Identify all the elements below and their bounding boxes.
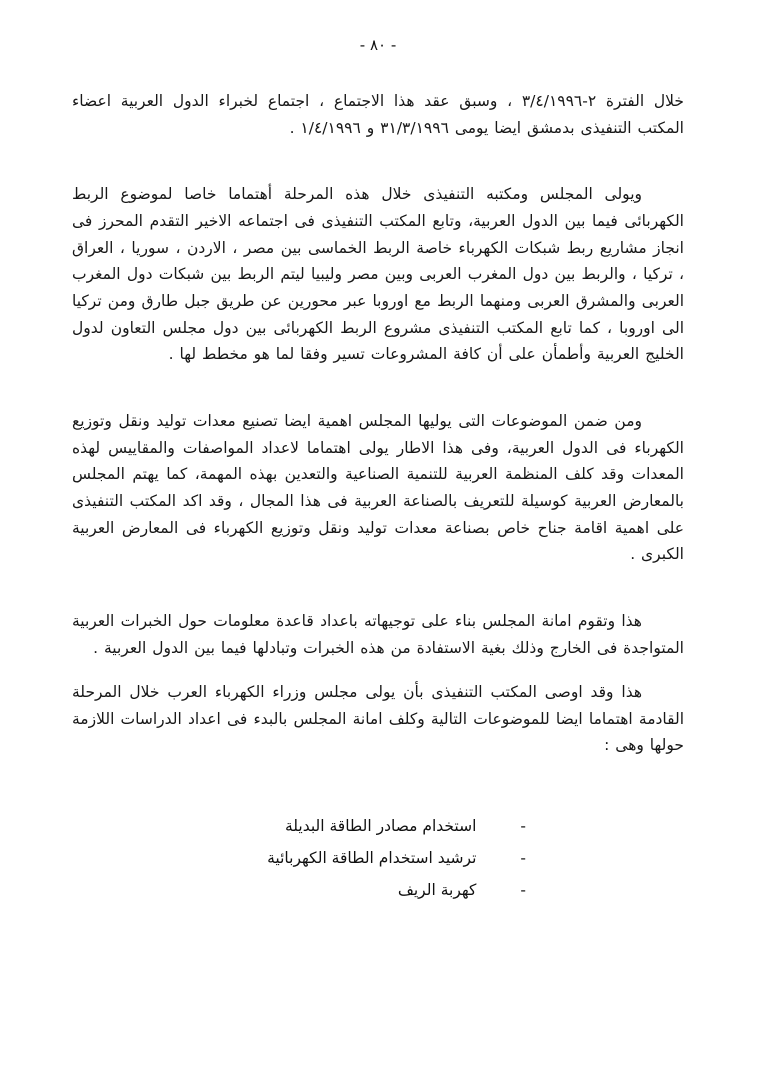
topics-list (72, 811, 684, 906)
paragraph-1: خلال الفترة ٢-٣/٤/١٩٩٦ ، وسبق عقد هذا الاجتماع ، اجتماع لخبراء الدول العربية اعضاء المكتب التنفيذى بدمشق ايضا يومى ٣١/٣/١٩٩٦ و ١/٤/١٩٩٦ . (72, 92, 684, 137)
list-item-label: كهربة الريف (397, 880, 477, 899)
dash-icon: - (520, 817, 526, 836)
dash-icon: - (520, 880, 526, 899)
list-item (72, 811, 526, 843)
list-item (72, 875, 526, 907)
list-item-label: استخدام مصادر الطاقة البديلة (284, 817, 477, 836)
paragraph-2: ويولى المجلس ومكتبه التنفيذى خلال هذه المرحلة أهتماما خاصا لموضوع الربط الكهربائى فيما بين الدول العربية، وتابع المكتب التنفيذى فى اجتماعه الاخير التقدم المحرز فى انجاز مشاريع ربط شبكات الكهرباء خاصة الربط الخماسى بين مصر ، الاردن ، سوريا ، العراق ، تركيا ، والربط بين دول المغرب العربى وبين مصر وليبيا ليتم الربط بين شبكات دول المغرب العربى والمشرق العربى ومنهما الربط مع اوروبا عبر محورين عن طريق جبل طارق ومن تركيا الى اوروبا ، كما تابع المكتب التنفيذى مشروع الربط الكهربائى بين دول مجلس التعاون لدول الخليج العربية وأطمأن على أن كافة المشروعات تسير وفقا لما هو مخطط لها . (72, 185, 684, 364)
paragraph-4: هذا وتقوم امانة المجلس بناء على توجيهاته باعداد قاعدة معلومات حول الخبرات العربية المتواجدة فى الخارج وذلك بغية الاستفادة من هذه الخبرات وتبادلها فيما بين الدول العربية . (72, 611, 684, 657)
list-item (72, 843, 526, 875)
list-item-label: ترشيد استخدام الطاقة الكهربائية (267, 848, 477, 867)
page-number: - ٨٠ - (359, 36, 397, 54)
dash-icon: - (520, 848, 526, 867)
paragraph-5: هذا وقد اوصى المكتب التنفيذى بأن يولى مجلس وزراء الكهرباء العرب خلال المرحلة القادمة اهتماما ايضا للموضوعات التالية وكلف امانة المجلس بالبدء فى اعداد الدراسات اللازمة حولها وهى : (72, 683, 684, 755)
paragraph-3: ومن ضمن الموضوعات التى يوليها المجلس اهمية ايضا تصنيع معدات توليد ونقل وتوزيع الكهرباء فى الدول العربية، وفى هذا الاطار يولى اهتماما لاعداد المواصفات والمقاييس لهذه المعدات وقد كلف المنظمة العربية للتنمية الصناعية والتعدين بهذه المهمة، كما يهتم المجلس بالمعارض العربية كوسيلة للتعريف بالصناعة العربية فى هذا المجال ، وقد اكد المكتب التنفيذى على اهمية اقامة جناح خاص بصناعة معدات توليد ونقل وتوزيع الكهرباء فى المعارض العربية الكبرى . (72, 411, 684, 564)
